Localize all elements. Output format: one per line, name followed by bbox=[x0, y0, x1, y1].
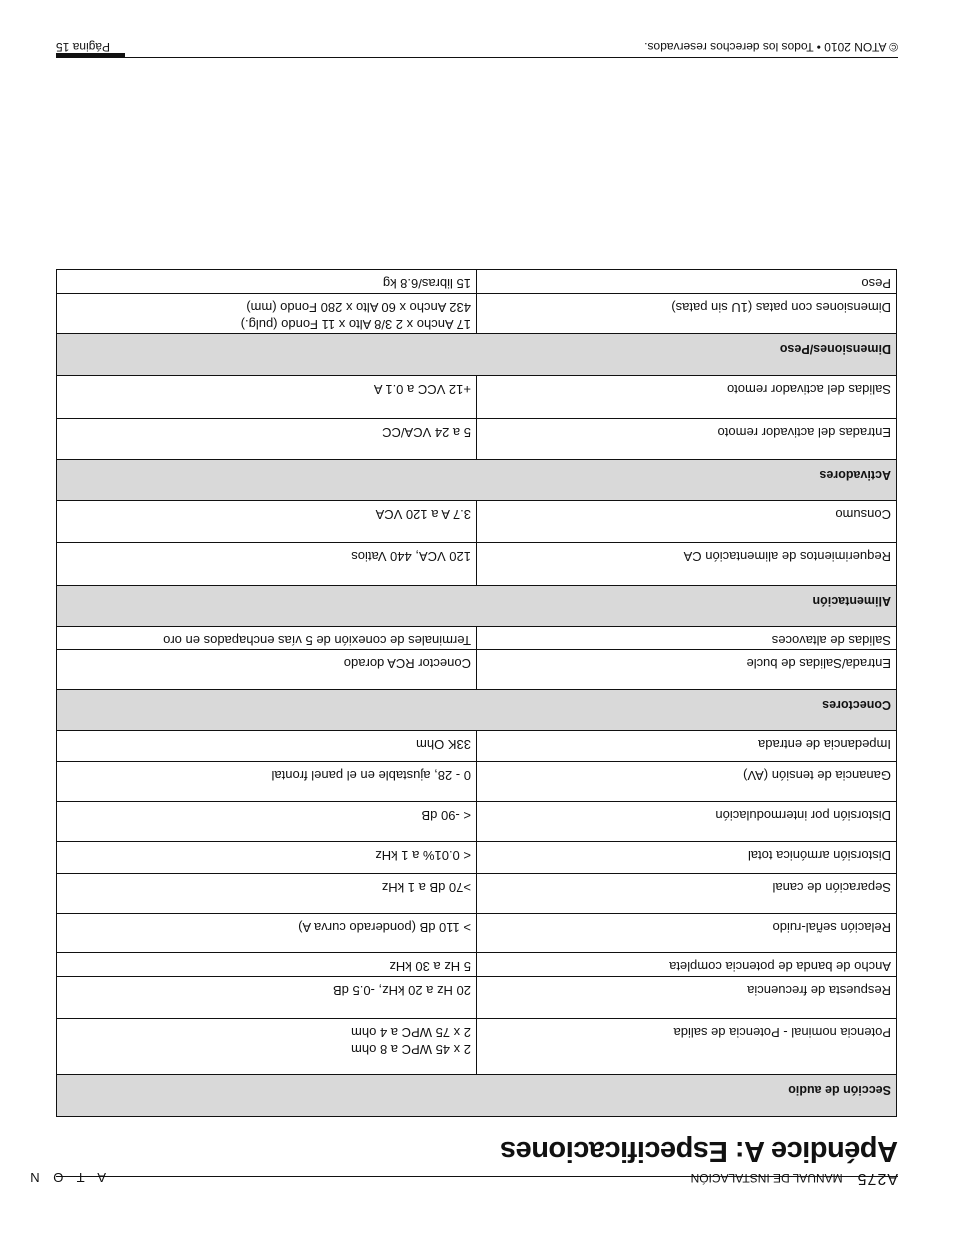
section-header-row bbox=[57, 460, 897, 501]
spec-value-line: Conector RCA dorado bbox=[343, 656, 471, 671]
brand-name: A T O N bbox=[25, 1170, 106, 1185]
spec-parameter: Relación señal-ruido bbox=[477, 914, 897, 953]
section-header-row bbox=[57, 690, 897, 731]
spec-parameter: Separación de canal bbox=[477, 874, 897, 914]
model-code: A275 bbox=[856, 1170, 898, 1187]
footer-rule bbox=[56, 57, 898, 58]
spec-value bbox=[57, 762, 477, 802]
spec-value bbox=[57, 731, 477, 762]
spec-value bbox=[57, 914, 477, 953]
spec-row bbox=[57, 802, 897, 842]
spec-value bbox=[57, 874, 477, 914]
spec-value bbox=[57, 419, 477, 460]
spec-value-line: 17 Ancho x 2 3/8 Alto x 11 Fondo (pulg.) bbox=[240, 317, 471, 332]
spec-parameter: Entradas del activador remoto bbox=[477, 419, 897, 460]
spec-parameter: Requerimientos de alimentación CA bbox=[477, 543, 897, 586]
spec-parameter: Distorsión por intermodulación bbox=[477, 802, 897, 842]
spec-value bbox=[57, 270, 477, 294]
spec-row bbox=[57, 731, 897, 762]
spec-value bbox=[57, 294, 477, 334]
section-header-row bbox=[57, 334, 897, 376]
spec-row bbox=[57, 953, 897, 977]
spec-row bbox=[57, 543, 897, 586]
specifications-table bbox=[56, 269, 897, 1117]
spec-value-line: Terminales de conexión de 5 vías enchapados en oro bbox=[163, 633, 471, 648]
spec-row bbox=[57, 914, 897, 953]
spec-value-line: 15 libras/6.8 kg bbox=[382, 276, 471, 291]
spec-value bbox=[57, 977, 477, 1019]
section-title: Sección de audio bbox=[57, 1075, 897, 1117]
spec-value-line: > 110 dB (ponderado curva A) bbox=[298, 920, 471, 935]
spec-parameter: Respuesta de frecuencia bbox=[477, 977, 897, 1019]
spec-value bbox=[57, 543, 477, 586]
section-title: Dimensiones/Peso bbox=[57, 334, 897, 376]
section-title: Alimentación bbox=[57, 586, 897, 627]
spec-value-line: 0 - 28, ajustable en el panel frontal bbox=[271, 768, 471, 783]
spec-parameter: Ancho de banda de potencia completa bbox=[477, 953, 897, 977]
spec-value-line: < -90 dB bbox=[421, 808, 471, 823]
spec-row bbox=[57, 874, 897, 914]
spec-value-line: 2 x 75 WPC a 4 ohm bbox=[351, 1025, 471, 1040]
page-title: Apéndice A: Especificaciones bbox=[500, 1135, 898, 1167]
header-rule bbox=[56, 1176, 898, 1177]
spec-row bbox=[57, 842, 897, 874]
spec-parameter: Potencia nominal - Potencia de salida bbox=[477, 1019, 897, 1075]
spec-value bbox=[57, 501, 477, 543]
spec-value-line: 2 x 45 WPC a 8 ohm bbox=[351, 1042, 471, 1057]
spec-parameter: Distorsión armónica total bbox=[477, 842, 897, 874]
section-title: Activadores bbox=[57, 460, 897, 501]
spec-value-line: 3.7 A a 120 VCA bbox=[375, 507, 471, 522]
spec-row bbox=[57, 627, 897, 650]
spec-parameter: Salidas del activador remoto bbox=[477, 376, 897, 419]
copyright-notice: © ATON 2010 • Todos los derechos reservados. bbox=[644, 40, 898, 54]
spec-row bbox=[57, 376, 897, 419]
spec-value-line: 5 Hz a 30 kHz bbox=[389, 959, 471, 974]
spec-parameter: Entrada/Salidas de bucle bbox=[477, 650, 897, 690]
spec-row bbox=[57, 650, 897, 690]
spec-value-line: 20 Hz a 20 kHz, -0.5 dB bbox=[332, 983, 471, 998]
spec-parameter: Ganancia de tensión (AV) bbox=[477, 762, 897, 802]
spec-row bbox=[57, 762, 897, 802]
spec-value-line: 432 Ancho x 60 Alto x 280 Fondo (mm) bbox=[246, 300, 471, 315]
page-number: Página 15 bbox=[56, 40, 111, 54]
spec-row bbox=[57, 1019, 897, 1075]
spec-value-line: +12 VCC a 0.1 A bbox=[373, 382, 471, 397]
spec-value bbox=[57, 376, 477, 419]
spec-value-line: 33K Ohm bbox=[416, 737, 471, 752]
spec-value-line: >70 dB a 1 kHz bbox=[381, 880, 471, 895]
spec-parameter: Salidas de altavoces bbox=[477, 627, 897, 650]
spec-value-line: < 0.01% a 1 kHz bbox=[375, 848, 471, 863]
spec-value bbox=[57, 802, 477, 842]
spec-parameter: Impedancia de entrada bbox=[477, 731, 897, 762]
spec-value-line: 5 a 24 VCA/CC bbox=[382, 425, 471, 440]
spec-value bbox=[57, 650, 477, 690]
manual-header bbox=[691, 1169, 898, 1187]
spec-parameter: Dimensiones con patas (1U sin patas) bbox=[477, 294, 897, 334]
spec-row bbox=[57, 501, 897, 543]
spec-row bbox=[57, 977, 897, 1019]
spec-value bbox=[57, 842, 477, 874]
section-title: Conectores bbox=[57, 690, 897, 731]
manual-title: MANUAL DE INSTALACIÓN bbox=[690, 1171, 843, 1185]
spec-row bbox=[57, 270, 897, 294]
section-header-row bbox=[57, 586, 897, 627]
spec-row bbox=[57, 419, 897, 460]
spec-row bbox=[57, 294, 897, 334]
spec-parameter: Peso bbox=[477, 270, 897, 294]
section-header-row bbox=[57, 1075, 897, 1117]
spec-parameter: Consumo bbox=[477, 501, 897, 543]
spec-value bbox=[57, 953, 477, 977]
spec-value bbox=[57, 627, 477, 650]
spec-value-line: 120 VCA, 440 Vatios bbox=[351, 549, 471, 564]
spec-value bbox=[57, 1019, 477, 1075]
